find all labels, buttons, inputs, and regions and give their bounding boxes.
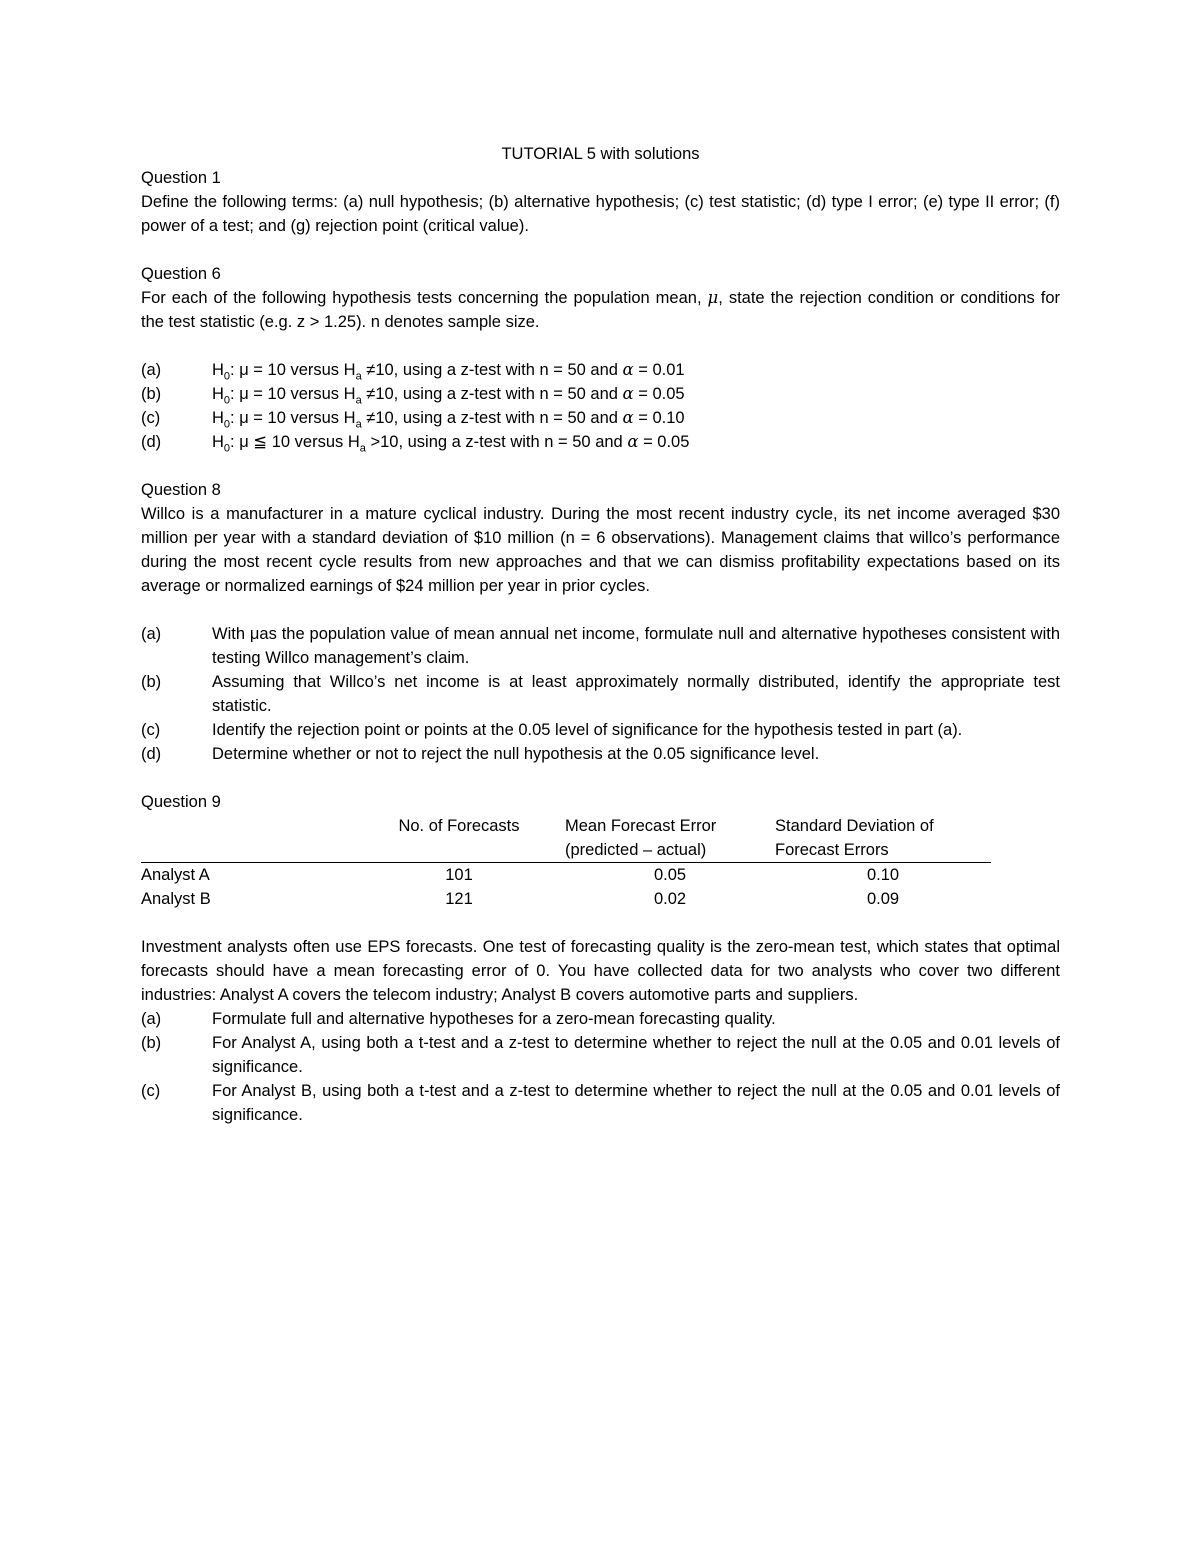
question-6-item-a: (a) $H_0$: μ = 10 versus $H_a \ne 10$, using a z-test with n = 50 and α = 0.01	[141, 360, 685, 383]
document-content	[141, 142, 1060, 1127]
cell-mean-error: 0.05	[653, 866, 687, 884]
header-std-dev-line2: Forecast Errors	[775, 841, 889, 859]
cell-std-dev: 0.10	[866, 866, 900, 884]
table-row	[141, 863, 991, 887]
question-8-item-a: (a) With μas the population value of mean annual net income, formulate null and alternative hypotheses consistent with testing Willco management’s claim.	[141, 625, 1060, 667]
mu-symbol: μ	[707, 288, 719, 307]
cell-std-dev: 0.09	[866, 890, 900, 908]
question-8-item-d: (d) Determine whether or not to reject the null hypothesis at the 0.05 significance level.	[141, 745, 820, 763]
alpha-symbol: α	[622, 384, 634, 403]
question-9-heading: Question 9	[141, 793, 221, 811]
alpha-symbol: α	[622, 408, 634, 427]
header-std-dev: Standard Deviation of	[775, 817, 934, 835]
table-header-row	[141, 814, 991, 838]
header-mean-error-line2: (predicted – actual)	[565, 841, 707, 859]
question-6-item-c: (c) $H_0$: μ = 10 versus $H_a \ne 10$, using a z-test with n = 50 and α = 0.10	[141, 408, 685, 431]
question-1-heading: Question 1	[141, 169, 221, 187]
analyst-name: Analyst B	[141, 890, 211, 908]
table-header-row-2	[141, 838, 991, 863]
question-9-item-a: (a) Formulate full and alternative hypotheses for a zero-mean forecasting quality.	[141, 1010, 776, 1028]
document-title: TUTORIAL 5 with solutions	[501, 145, 700, 163]
question-9-item-b: (b) For Analyst A, using both a t-test and a z-test to determine whether to reject the null at the 0.05 and 0.01 levels of significance.	[141, 1034, 1060, 1076]
question-6-heading: Question 6	[141, 265, 221, 283]
alpha-symbol: α	[622, 360, 634, 379]
header-forecasts: No. of Forecasts	[398, 817, 520, 835]
cell-forecasts: 101	[445, 866, 473, 884]
question-6-item-d: (d) $H_0$: μ ≦ 10 versus $H_a >10$, using a z-test with n = 50 and α = 0.05	[141, 432, 690, 455]
question-9-item-c: (c) For Analyst B, using both a t-test and a z-test to determine whether to reject the null at the 0.05 and 0.01 levels of significance.	[141, 1082, 1060, 1124]
analyst-name: Analyst A	[141, 866, 210, 884]
table-row	[141, 887, 991, 911]
question-1-text: Define the following terms: (a) null hypothesis; (b) alternative hypothesis; (c) test statistic; (d) type I error; (e) type II error; (f) power of a test; and (g) rejection point (critical value).	[141, 193, 1060, 235]
alpha-symbol: α	[627, 432, 639, 451]
question-6-intro: For each of the following hypothesis tests concerning the population mean, μ, state the rejection condition or conditions for the test statistic (e.g. z > 1.25). n denotes sample size.	[141, 288, 1060, 331]
question-8-heading: Question 8	[141, 481, 221, 499]
forecast-table	[141, 814, 991, 911]
question-9-text: Investment analysts often use EPS forecasts. One test of forecasting quality is the zero-mean test, which states that optimal forecasts should have a mean forecasting error of 0. You have collected data for two analysts who cover two different industries: Analyst A covers the telecom industry; Analyst B covers automotive parts and suppliers.	[141, 938, 1060, 1004]
question-8-item-b: (b) Assuming that Willco’s net income is at least approximately normally distributed, identify the appropriate test statistic.	[141, 673, 1060, 715]
cell-mean-error: 0.02	[653, 890, 687, 908]
question-8-item-c: (c) Identify the rejection point or points at the 0.05 level of significance for the hypothesis tested in part (a).	[141, 721, 963, 739]
header-mean-error: Mean Forecast Error	[565, 817, 717, 835]
cell-forecasts: 121	[445, 890, 473, 908]
question-8-text: Willco is a manufacturer in a mature cyclical industry. During the most recent industry cycle, its net income averaged $30 million per year with a standard deviation of $10 million (n = 6 observations). Management claims that willco’s performance during the most recent cycle results from new approaches and that we can dismiss profitability expectations based on its average or normalized earnings of $24 million per year in prior cycles.	[141, 505, 1060, 595]
question-6-item-b: (b) $H_0$: μ = 10 versus $H_a \ne 10$, using a z-test with n = 50 and α = 0.05	[141, 384, 685, 407]
